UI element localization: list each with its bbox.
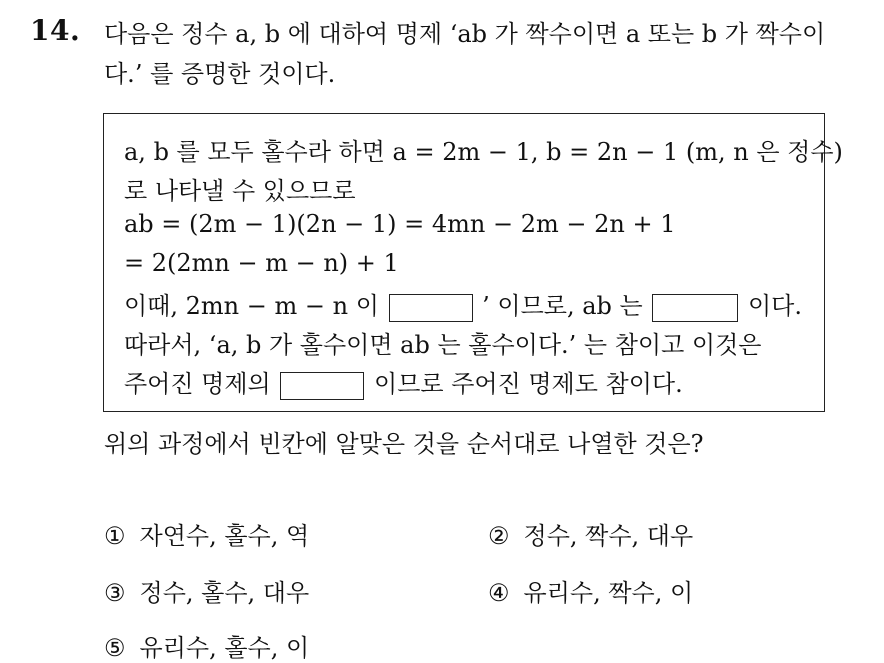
choice-4-number: ④ [488,579,510,607]
proof-line-4: = 2(2mn − m − n) + 1 [124,249,399,277]
choice-3-number: ③ [104,579,126,607]
proof-box [103,113,843,412]
choice-2[interactable] [488,516,693,551]
choice-5-number: ⑤ [104,634,126,662]
choice-5-text: 유리수, 홀수, 이 [139,634,310,662]
choice-1-text: 자연수, 홀수, 역 [139,522,310,550]
proof-line-5-part-c: 이다. [748,292,802,320]
choice-2-number: ② [488,522,510,550]
choice-4[interactable] [488,573,693,608]
choice-2-text: 정수, 짝수, 대우 [523,522,694,550]
answer-blank-2 [652,294,738,322]
proof-line-5-part-a: 이때, 2mn − m − n 이 [124,292,379,320]
proof-line-3: ab = (2m − 1)(2n − 1) = 4mn − 2m − 2n + 1 [124,210,676,238]
proof-line-7-part-b: 이므로 주어진 명제도 참이다. [374,370,683,398]
proof-line-2: 로 나타낼 수 있으므로 [124,177,356,205]
question-stem [104,14,874,94]
choice-4-text: 유리수, 짝수, 이 [523,579,694,607]
proof-line-1: a, b 를 모두 홀수라 하면 a = 2m − 1, b = 2n − 1 (m, n 은 정수) [124,138,843,166]
question-prompt: 위의 과정에서 빈칸에 알맞은 것을 순서대로 나열한 것은? [104,430,704,458]
choice-3[interactable] [104,573,309,608]
answer-blank-3 [280,372,364,400]
stem-line-2: 다.’ 를 증명한 것이다. [104,60,336,88]
stem-line-1: 다음은 정수 a, b 에 대하여 명제 ‘ab 가 짝수이면 a 또는 b 가 짝수이 [104,20,826,48]
proof-line-7 [124,364,683,400]
answer-blank-1 [389,294,473,322]
proof-line-6: 따라서, ‘a, b 가 홀수이면 ab 는 홀수이다.’ 는 참이고 이것은 [124,331,762,359]
proof-line-7-part-a: 주어진 명제의 [124,370,271,398]
choice-1[interactable] [104,516,309,551]
choice-5[interactable] [104,628,309,663]
choice-3-text: 정수, 홀수, 대우 [139,579,310,607]
choice-1-number: ① [104,522,126,550]
proof-line-5 [124,286,802,322]
question-number: 14. [30,14,81,47]
proof-line-5-part-b: ’ 이므로, ab 는 [482,292,643,320]
